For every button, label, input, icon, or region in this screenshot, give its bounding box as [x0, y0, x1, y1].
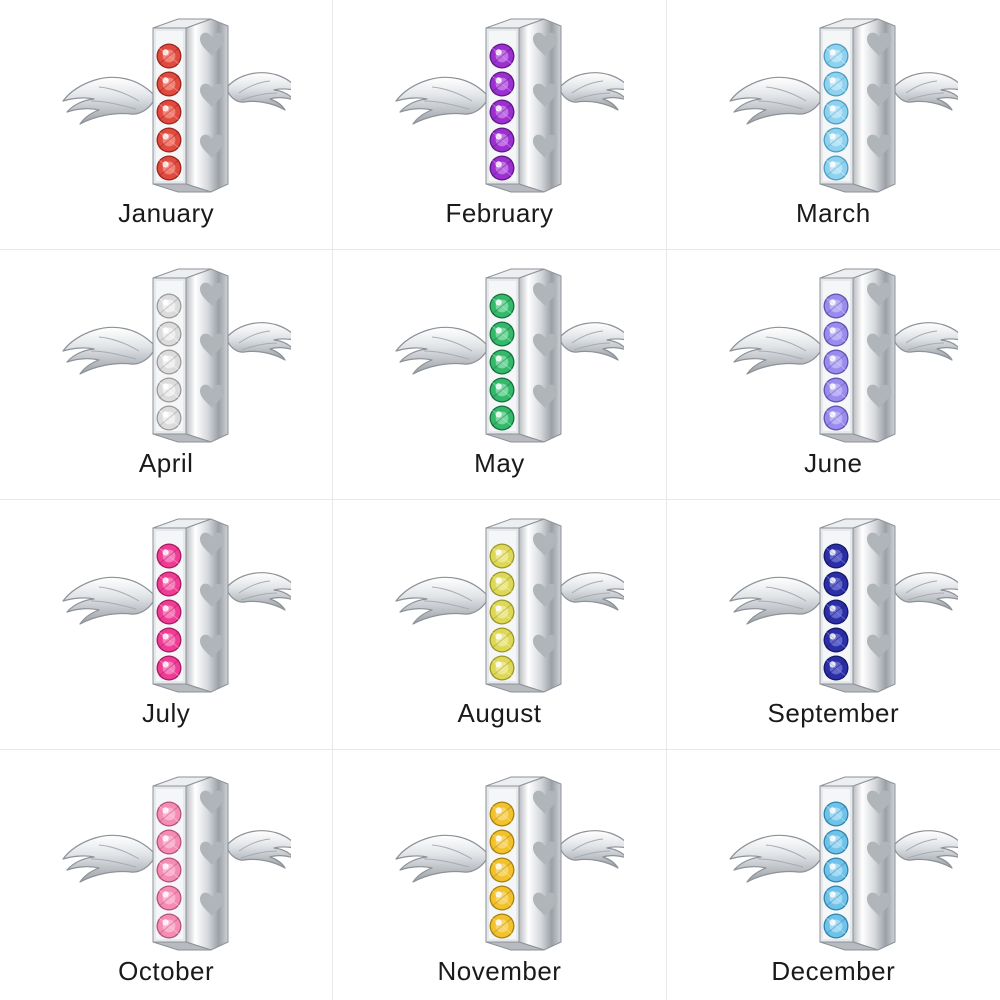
gemstone [157, 544, 182, 569]
gemstone-row [157, 544, 182, 681]
gemstone [824, 914, 849, 939]
month-label: February [445, 198, 554, 228]
angel-wing-cross-charm-icon [41, 258, 291, 448]
gemstone [490, 100, 515, 125]
charm-cell-december[interactable] [667, 750, 1000, 1000]
angel-wing-cross-charm-icon [41, 508, 291, 698]
charm-cell-june[interactable] [667, 250, 1000, 500]
gemstone [824, 628, 849, 653]
charm-cell-february[interactable] [333, 0, 666, 250]
gemstone-row [157, 44, 182, 181]
angel-wing-right [561, 73, 624, 110]
gemstone [824, 656, 849, 681]
gemstone [490, 886, 515, 911]
month-label: June [804, 448, 863, 478]
month-label: December [771, 956, 896, 986]
charm-cell-january[interactable] [0, 0, 333, 250]
angel-wing-right [561, 573, 624, 610]
angel-wing-left [63, 577, 153, 624]
gemstone [490, 914, 515, 939]
gemstone [824, 156, 849, 181]
gemstone [490, 858, 515, 883]
gemstone-row [490, 294, 515, 431]
gemstone [824, 322, 849, 347]
angel-wing-left [730, 327, 820, 374]
angel-wing-left [63, 77, 153, 124]
angel-wing-left [730, 835, 820, 882]
angel-wing-cross-charm-icon [41, 766, 291, 956]
month-label: November [437, 956, 562, 986]
angel-wing-cross-charm-icon [374, 8, 624, 198]
gemstone-row [824, 802, 849, 939]
gemstone [157, 44, 182, 69]
month-label: August [457, 698, 542, 728]
gemstone [490, 378, 515, 403]
gemstone [490, 294, 515, 319]
angel-wing-right [561, 831, 624, 868]
angel-wing-left [396, 77, 486, 124]
gemstone [157, 572, 182, 597]
gemstone [824, 600, 849, 625]
gemstone-row [490, 44, 515, 181]
angel-wing-right [895, 323, 958, 360]
gemstone [157, 600, 182, 625]
angel-wing-right [228, 831, 291, 868]
gemstone [824, 294, 849, 319]
gemstone [157, 294, 182, 319]
gemstone-row [490, 802, 515, 939]
gemstone [157, 128, 182, 153]
angel-wing-cross-charm-icon [708, 8, 958, 198]
gemstone [157, 858, 182, 883]
angel-wing-cross-charm-icon [708, 766, 958, 956]
month-label: April [138, 448, 194, 478]
gemstone [490, 156, 515, 181]
gemstone-row [157, 802, 182, 939]
gemstone [490, 322, 515, 347]
gemstone [824, 858, 849, 883]
angel-wing-cross-charm-icon [374, 258, 624, 448]
gemstone [157, 156, 182, 181]
angel-wing-left [730, 77, 820, 124]
gemstone [824, 378, 849, 403]
angel-wing-cross-charm-icon [41, 8, 291, 198]
charm-cell-august[interactable] [333, 500, 666, 750]
charm-cell-july[interactable] [0, 500, 333, 750]
gemstone-row [824, 44, 849, 181]
gemstone [490, 628, 515, 653]
angel-wing-cross-charm-icon [708, 508, 958, 698]
charm-cell-september[interactable] [667, 500, 1000, 750]
gemstone [157, 886, 182, 911]
gemstone [824, 572, 849, 597]
month-label: May [474, 448, 525, 478]
angel-wing-left [63, 835, 153, 882]
gemstone [824, 72, 849, 97]
gemstone [824, 406, 849, 431]
gemstone [824, 350, 849, 375]
angel-wing-right [228, 73, 291, 110]
gemstone [490, 350, 515, 375]
gemstone [157, 322, 182, 347]
charm-cell-april[interactable] [0, 250, 333, 500]
gemstone-row [157, 294, 182, 431]
gemstone [490, 72, 515, 97]
month-label: October [118, 956, 215, 986]
angel-wing-right [895, 831, 958, 868]
gemstone [490, 44, 515, 69]
charm-cell-march[interactable] [667, 0, 1000, 250]
angel-wing-right [895, 573, 958, 610]
gemstone [490, 656, 515, 681]
month-label: January [118, 198, 215, 228]
gemstone [824, 100, 849, 125]
gemstone [157, 378, 182, 403]
gemstone [490, 128, 515, 153]
gemstone [157, 830, 182, 855]
angel-wing-left [396, 577, 486, 624]
gemstone [490, 830, 515, 855]
angel-wing-left [63, 327, 153, 374]
gemstone [824, 886, 849, 911]
angel-wing-left [396, 327, 486, 374]
gemstone [157, 628, 182, 653]
gemstone-row [824, 544, 849, 681]
gemstone [490, 802, 515, 827]
gemstone [157, 656, 182, 681]
angel-wing-cross-charm-icon [374, 508, 624, 698]
charm-cell-october[interactable] [0, 750, 333, 1000]
month-label: July [142, 698, 191, 728]
gemstone-row [490, 544, 515, 681]
angel-wing-cross-charm-icon [374, 766, 624, 956]
gemstone [157, 350, 182, 375]
month-label: September [767, 698, 900, 728]
gemstone [157, 406, 182, 431]
angel-wing-left [730, 577, 820, 624]
angel-wing-right [561, 323, 624, 360]
gemstone [490, 572, 515, 597]
charm-cell-november[interactable] [333, 750, 666, 1000]
gemstone [824, 128, 849, 153]
angel-wing-left [396, 835, 486, 882]
month-label: March [795, 198, 871, 228]
gemstone [824, 44, 849, 69]
gemstone [490, 544, 515, 569]
gemstone [824, 830, 849, 855]
angel-wing-right [895, 73, 958, 110]
gemstone [824, 802, 849, 827]
charm-cell-may[interactable] [333, 250, 666, 500]
gemstone-row [824, 294, 849, 431]
angel-wing-cross-charm-icon [708, 258, 958, 448]
gemstone [157, 100, 182, 125]
gemstone [157, 914, 182, 939]
gemstone [157, 802, 182, 827]
gemstone [490, 600, 515, 625]
gemstone [490, 406, 515, 431]
angel-wing-right [228, 323, 291, 360]
gemstone [824, 544, 849, 569]
gemstone [157, 72, 182, 97]
angel-wing-right [228, 573, 291, 610]
